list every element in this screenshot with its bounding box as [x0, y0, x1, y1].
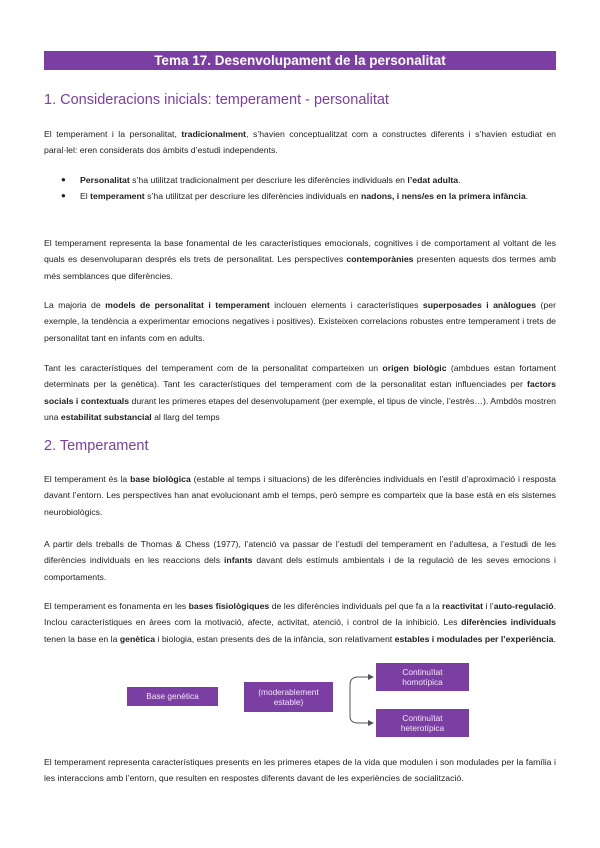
bold-text-run: Personalitat — [80, 175, 130, 185]
bold-text-run: tradicionalment — [181, 129, 247, 139]
bold-text-run: diferències individuals — [461, 617, 556, 628]
text-run: (per exemple, la tendència a experimentar emocions negatives i positives). Existeixen correlacions robustes entre temperament i trets de personalitat tant en infants com en adults. — [44, 300, 556, 343]
bold-text-run: contemporànies — [346, 254, 414, 265]
bold-text-run: bases fisiològiques — [188, 601, 270, 611]
bold-text-run: genètica — [119, 633, 156, 644]
diagram-box-moderablement-estable: (moderablement estable) — [244, 682, 333, 712]
text-run: , s’havien conceptualitzat com a constructes diferents i s’havien estudiat en paral·lel: eren considerats dos àmbits d’estudi independents. — [44, 129, 557, 156]
bullet-icon: ● — [61, 191, 66, 201]
bold-text-run: superposades i anàlogues — [422, 300, 537, 310]
bold-text-run: infants — [223, 555, 253, 566]
bracket-connector — [350, 677, 358, 723]
bold-text-run: models de personalitat i temperament — [105, 300, 270, 310]
text-run: inclouen elements i característiques — [269, 300, 423, 310]
text-run: i biologia, estan presents des de la infància, son relativament — [155, 633, 395, 644]
text-run: tenen la base en la — [44, 633, 120, 644]
text-run: El temperament representa característiques presents en les primeres etapes de la vida que modulen i son modulades per la família i les interaccions amb l’entorn, que resulten en respostes diferents davant de les experiències de socialització. — [44, 757, 556, 784]
bold-text-run: estables i modulades per l’experiència — [394, 633, 554, 644]
text-run: El temperament és la — [44, 474, 131, 484]
diagram-box-continuitat-heterotipica: Continuïtat heterotípica — [376, 709, 469, 737]
text-run: A partir dels treballs de Thomas & Chess (1977), l’atenció va passar de l’estudi del temperament en l’adultesa, a l’estudi de les diferències individuals en les reaccions dels — [44, 539, 556, 566]
bold-text-run: reactivitat — [441, 601, 484, 611]
text-run: El temperament representa la base fonamental de les característiques emocionals, cognitives i de comportament al voltant de les quals es desenvoluparan després els trets de personalitat. Les perspectives — [44, 238, 556, 265]
bold-text-run: auto-regulació — [493, 601, 554, 611]
text-run: . — [525, 191, 529, 202]
text-run: al llarg del temps — [151, 412, 220, 423]
text-run: davant dels estímuls ambientals i de la regulació de les seves emocions i comportaments. — [44, 555, 556, 582]
text-run: presenten aquests dos termes amb més semblances que diferències. — [44, 254, 556, 281]
section-2-heading: 2. Temperament — [44, 438, 149, 454]
text-run: (estable al temps i situacions) de les diferències individuals en l’estil d’aproximació i resposta davant l’entorn. Les perspectives han anat evolucionant amb el temps, però sempre es comparteix que la base està en els sistemes neurobiològics. — [44, 474, 556, 517]
diagram-box-base-genetica: Base genètica — [127, 687, 218, 706]
text-run: i l’ — [483, 601, 494, 611]
text-run: Tant les característiques del temperament com de la personalitat comparteixen un — [44, 363, 383, 373]
text-run: . Inclou característiques en àrees com la motivació, afecte, activitat, atenció, i control de la inhibició. Les — [44, 601, 556, 628]
section-1-heading: 1. Consideracions inicials: temperament - personalitat — [44, 92, 389, 108]
text-run: . — [553, 633, 556, 644]
text-run: durant les primeres etapes del desenvolupament (per exemple, el tipus de vincle, l’estrès…). Ambdós mostren una — [44, 395, 556, 423]
diagram-box-continuitat-homotipica: Continuïtat homotípica — [376, 663, 469, 691]
bold-text-run: factors socials i contextuals — [44, 379, 556, 406]
text-run: de les diferències individuals pel que fa a la — [269, 601, 442, 611]
section-2-paragraph-4 — [44, 754, 556, 787]
bold-text-run: estabilitat substancial — [60, 412, 152, 423]
text-run: El temperament i la personalitat, — [44, 129, 182, 139]
document-title: Tema 17. Desenvolupament de la personalitat — [44, 51, 556, 70]
text-run: El — [80, 191, 91, 202]
bullet-icon: ● — [61, 175, 66, 184]
bold-text-run: temperament — [90, 191, 145, 202]
bold-text-run: nadons, i nens/es en la primera infància — [361, 191, 526, 202]
text-run: . — [458, 175, 461, 185]
text-run: s’ha utilitzat per descriure les diferències individuals en — [144, 191, 362, 202]
text-run: La majoria de — [44, 300, 106, 310]
text-run: El temperament es fonamenta en les — [44, 601, 189, 611]
bold-text-run: origen biològic — [382, 363, 447, 373]
bold-text-run: base biològica — [130, 474, 191, 484]
bold-text-run: l’edat adulta — [407, 175, 459, 185]
text-run: s’ha utilitzat tradicionalment per descriure les diferències individuals en — [129, 175, 408, 185]
text-run: (ambdues estan fortament determinats per la genètica). Tant les característiques del temperament com de la personalitat estan influenciades per — [44, 363, 556, 390]
